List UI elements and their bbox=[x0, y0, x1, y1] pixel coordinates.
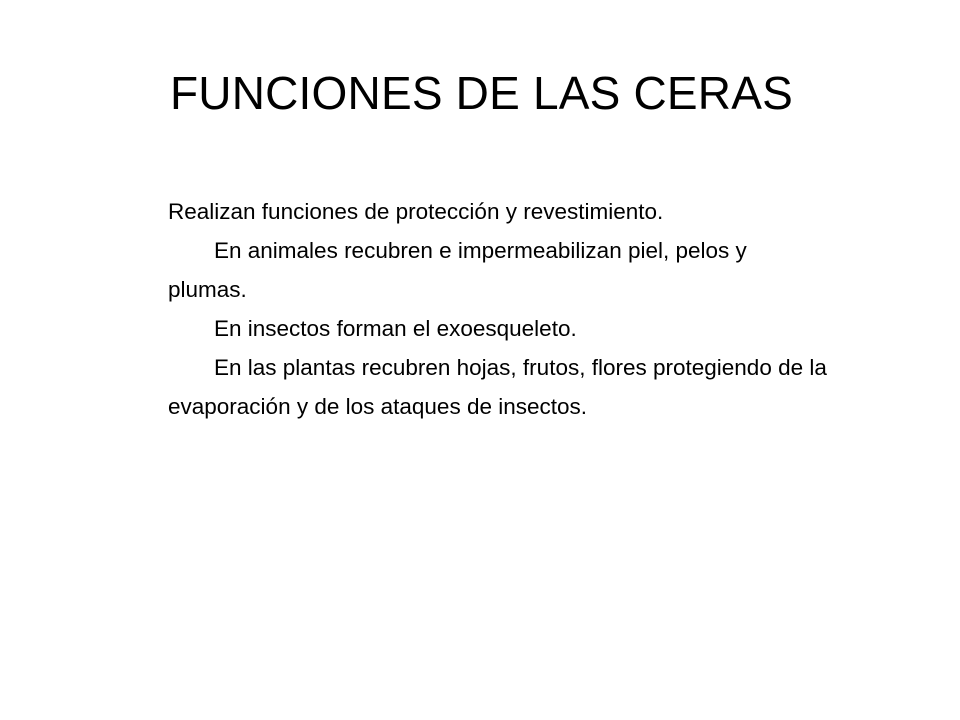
slide-title: FUNCIONES DE LAS CERAS bbox=[170, 67, 793, 119]
paragraph-insects: En insectos forman el exoesqueleto. bbox=[214, 316, 577, 341]
paragraph-plants: En las plantas recubren hojas, frutos, flores protegiendo de la evaporación y de los ataques de insectos. bbox=[168, 355, 827, 419]
slide-body bbox=[168, 192, 828, 426]
paragraph-animals: En animales recubren e impermeabilizan piel, pelos y plumas. bbox=[168, 238, 747, 302]
paragraph-intro: Realizan funciones de protección y revestimiento. bbox=[168, 199, 664, 224]
